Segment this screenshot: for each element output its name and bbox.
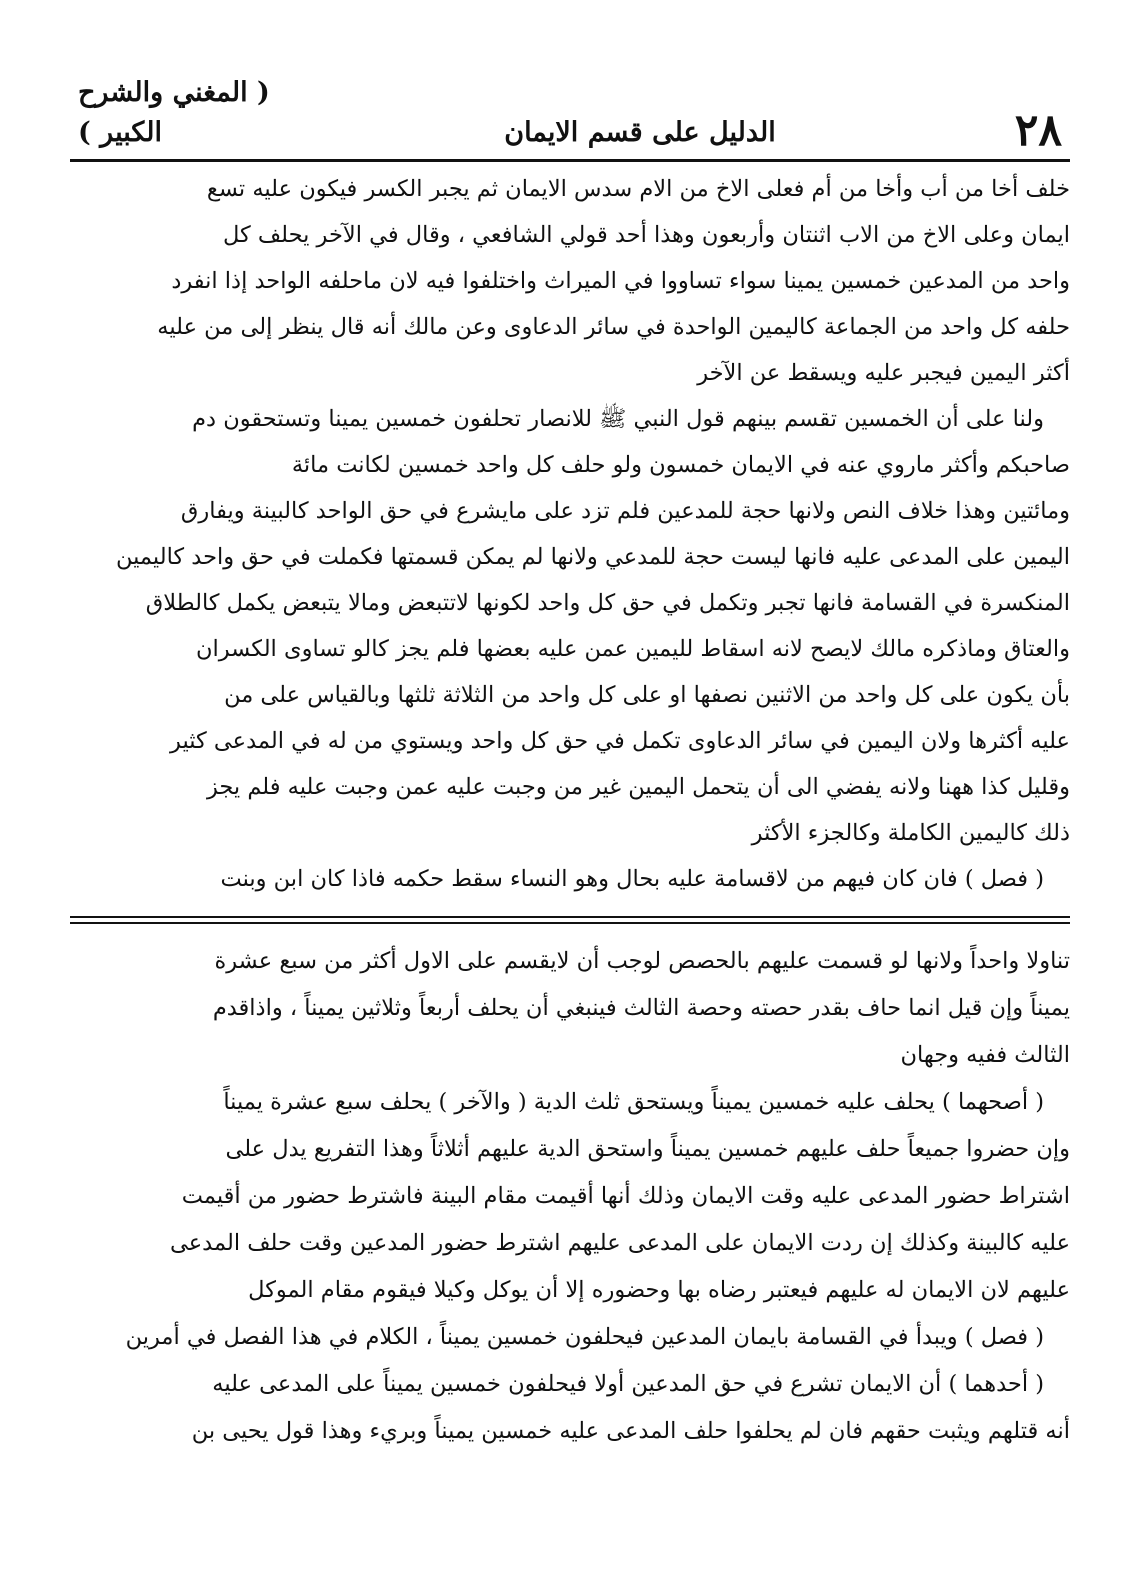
text-line: وقليل كذا ههنا ولانه يفضي الى أن يتحمل اليمين غير من وجبت عليه عمن وجبت عليه فلم يجز <box>206 774 1070 800</box>
text-line: ذلك كاليمين الكاملة وكالجزء الأكثر <box>751 820 1070 846</box>
text-line: بأن يكون على كل واحد من الاثنين نصفها او على كل واحد من الثلاثة ثلثها وبالقياس على من <box>224 682 1070 708</box>
commentary-text <box>70 938 1070 1455</box>
main-text <box>70 166 1070 902</box>
text-line: المنكسرة في القسامة فانها تجبر وتكمل في حق كل واحد لكونها لاتتبعض ومالا يتبعض يكمل كالطلاق <box>145 590 1070 616</box>
text-line: اليمين على المدعى عليه فانها ليست حجة للمدعي ولانها لم يمكن قسمتها فكملت في حق واحد كاليمين <box>116 544 1070 570</box>
text-line: ولنا على أن الخمسين تقسم بينهم قول النبي ﷺ للانصار تحلفون خمسين يمينا وتستحقون دم <box>192 406 1044 432</box>
text-line: عليهم لان الايمان له عليهم فيعتبر رضاه بها وحضوره إلا أن يوكل وكيلا فيقوم مقام الموكل <box>248 1277 1070 1303</box>
book-title: ( المغني والشرح الكبير ) <box>78 77 270 148</box>
text-line: عليه كالبينة وكذلك إن ردت الايمان على المدعى عليهم اشترط حضور المدعين وقت حلف المدعى <box>170 1230 1070 1256</box>
text-line: ومائتين وهذا خلاف النص ولانها حجة للمدعين فلم تزد على مايشرع في حق الواحد كالبينة ويفارق <box>180 498 1070 524</box>
document-page <box>70 77 1070 1535</box>
text-line: صاحبكم وأكثر ماروي عنه في الايمان خمسون ولو حلف كل واحد خمسين لكانت مائة <box>291 452 1070 478</box>
text-line: عليه أكثرها ولان اليمين في سائر الدعاوى تكمل في حق كل واحد ويستوي من له في المدعى كثير <box>170 728 1070 754</box>
text-line: يميناً وإن قيل انما حاف بقدر حصته وحصة الثالث فينبغي أن يحلف أربعاً وثلاثين يميناً ، واذاقدم <box>212 995 1070 1021</box>
divider-line <box>70 922 1070 924</box>
running-title: الدليل على قسم الايمان <box>504 117 776 148</box>
text-line: أكثر اليمين فيجبر عليه ويسقط عن الآخر <box>697 360 1070 386</box>
page-number: ٢٨ <box>1014 105 1062 156</box>
text-line: والعتاق وماذكره مالك لايصح لانه اسقاط لليمين عمن عليه بعضها فلم يجز كالو تساوى الكسران <box>196 636 1070 662</box>
text-line: أنه قتلهم ويثبت حقهم فان لم يحلفوا حلف المدعى عليه خمسين يميناً وبريء وهذا قول يحيى بن <box>191 1418 1070 1444</box>
text-line: ( فصل ) ويبدأ في القسامة بايمان المدعين فيحلفون خمسين يميناً ، الكلام في هذا الفصل في أمرين <box>125 1324 1044 1350</box>
section-divider <box>70 916 1070 924</box>
page-header <box>70 77 1070 156</box>
header-rule <box>70 159 1070 162</box>
text-line: ايمان وعلى الاخ من الاب اثنتان وأربعون وهذا أحد قولي الشافعي ، وقال في الآخر يحلف كل <box>222 222 1070 248</box>
text-line: خلف أخا من أب وأخا من أم فعلى الاخ من الام سدس الايمان ثم يجبر الكسر فيكون عليه تسع <box>206 176 1070 202</box>
text-line: ( أحدهما ) أن الايمان تشرع في حق المدعين أولا فيحلفون خمسين يميناً على المدعى عليه <box>212 1371 1044 1397</box>
text-line: اشتراط حضور المدعى عليه وقت الايمان وذلك أنها أقيمت مقام البينة فاشترط حضور من أقيمت <box>181 1183 1070 1209</box>
text-line: ( أصحهما ) يحلف عليه خمسين يميناً ويستحق ثلث الدية ( والآخر ) يحلف سبع عشرة يميناً <box>223 1089 1044 1115</box>
text-line: ( فصل ) فان كان فيهم من لاقسامة عليه بحال وهو النساء سقط حكمه فاذا كان ابن وبنت <box>220 866 1044 892</box>
text-line: وإن حضروا جميعاً حلف عليهم خمسين يميناً واستحق الدية عليهم أثلاثاً وهذا التفريع يدل على <box>225 1136 1070 1162</box>
text-line: الثالث ففيه وجهان <box>900 1042 1070 1068</box>
text-line: تناولا واحداً ولانها لو قسمت عليهم بالحصص لوجب أن لايقسم على الاول أكثر من سبع عشرة <box>214 948 1070 974</box>
divider-line <box>70 916 1070 918</box>
text-line: واحد من المدعين خمسين يمينا سواء تساووا في الميراث واختلفوا فيه لان ماحلفه الواحد إذا انفرد <box>171 268 1070 294</box>
text-line: حلفه كل واحد من الجماعة كاليمين الواحدة في سائر الدعاوى وعن مالك أنه قال ينظر إلى من عليه <box>157 314 1070 340</box>
